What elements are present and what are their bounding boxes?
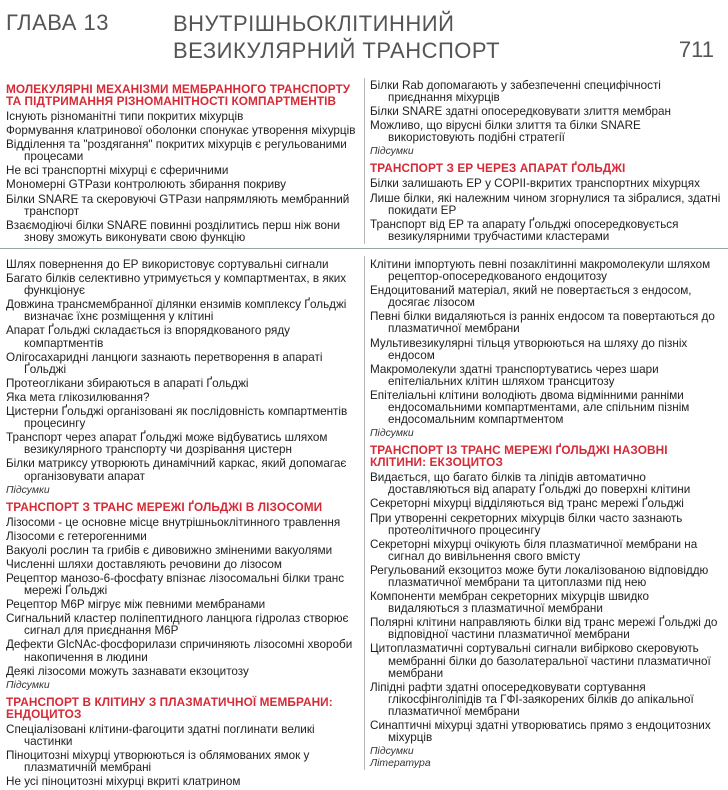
toc-entry[interactable]: Відділення та "роздягання" покритих міхурців є регульованими процесами: [6, 138, 347, 164]
toc-bottom-right: [370, 259, 722, 774]
toc-top-left: [6, 80, 358, 246]
toc-bottom-left: [6, 259, 358, 790]
toc-entry[interactable]: Мультивезикулярні тільця утворюються на шляху до пізніх ендосом: [370, 336, 688, 362]
chapter-title-line-2: ВЕЗИКУЛЯРНИЙ ТРАНСПОРТ: [173, 38, 501, 63]
top-column-divider: [364, 78, 365, 244]
toc-entry[interactable]: Лише білки, які належним чином згорнулися та зібралися, здатні покидати ЕР: [370, 191, 721, 217]
toc-entry[interactable]: Білки залишають ЕР у COPII-вкритих транспортних міхурцях: [370, 177, 700, 191]
toc-entry[interactable]: Дефекти GlcNAc-фосфорилази спричиняють лізосомні хвороби накопичення в людини: [6, 638, 353, 664]
toc-entry[interactable]: Лізосоми є гетерогенними: [6, 529, 147, 543]
toc-entry[interactable]: Спеціалізовані клітини-фагоцити здатні поглинати великі частинки: [6, 722, 315, 748]
toc-entry[interactable]: Протеоглікани збираються в апараті Ґольджі: [6, 376, 249, 390]
toc-entry[interactable]: Формування клатринової оболонки спонукає утворення міхурців: [6, 124, 356, 138]
toc-entry[interactable]: Транспорт через апарат Ґольджі може відбуватись шляхом везикулярного транспорту чи дозрівання цистерн: [6, 431, 328, 457]
toc-entry[interactable]: Існують різноманітні типи покритих міхурців: [6, 110, 244, 123]
summary-entry[interactable]: Підсумки: [6, 484, 50, 496]
toc-entry[interactable]: Шлях повернення до ЕР використовує сортувальні сигнали: [6, 258, 329, 271]
chapter-title-line-1: ВНУТРІШНЬОКЛІТИННИЙ: [173, 11, 455, 36]
toc-entry[interactable]: Компоненти мембран секреторних міхурців швидко видаляються з плазматичної мембрани: [370, 590, 650, 616]
toc-entry[interactable]: Можливо, що вірусні білки злиття та білки SNARE використовують подібні стратегії: [370, 119, 641, 145]
section-heading[interactable]: ТРАНСПОРТ В КЛІТИНУ З ПЛАЗМАТИЧНОЇ МЕМБРАНИ: ЕНДОЦИТОЗ: [6, 694, 333, 721]
summary-entry[interactable]: Підсумки: [6, 679, 50, 691]
summary-entry[interactable]: Підсумки: [370, 428, 414, 440]
toc-entry[interactable]: Багато білків селективно утримується у компартментах, в яких функціонує: [6, 272, 347, 298]
section-heading[interactable]: МОЛЕКУЛЯРНІ МЕХАНІЗМИ МЕМБРАННОГО ТРАНСПОРТУ ТА ПІДТРИМАННЯ РІЗНОМАНІТНОСТІ КОМПАРТМЕНТІВ: [6, 82, 351, 108]
summary-entry[interactable]: Підсумки: [370, 746, 414, 758]
chapter-label: ГЛАВА 13: [6, 10, 109, 35]
toc-entry[interactable]: Рецептор M6P мігрує між певними мембранами: [6, 598, 266, 612]
toc-entry[interactable]: Не усі піноцитозні міхурці вкриті клатрином: [6, 775, 241, 789]
toc-top-right: [370, 80, 722, 245]
toc-entry[interactable]: Цистерни Ґольджі організовані як послідовність компартментів процесингу: [6, 405, 348, 431]
toc-entry[interactable]: Ендоцитований матеріал, який не повертається з ендосом, досягає лізосом: [370, 284, 692, 310]
toc-entry[interactable]: Численні шляхи доставляють речовини до лізосом: [6, 557, 282, 571]
toc-entry[interactable]: Синаптичні міхурці здатні утворюватись прямо з ендоцитозних міхурців: [370, 719, 711, 745]
toc-entry[interactable]: Транспорт від ЕР та апарату Ґольджі опосередковується везикулярними трубчастими кластерами: [370, 217, 679, 243]
toc-entry[interactable]: Цитоплазматичні сортувальні сигнали вибірково скеровують мембранні білки до базолатеральної частини плазматичної мембрани: [370, 642, 711, 680]
toc-entry[interactable]: Рецептор манозо-6-фосфату впізнає лізосомальні білки транс мережі Ґольджі: [6, 571, 345, 598]
toc-entry[interactable]: Клітини імпортують певні позаклітинні макромолекули шляхом рецептор-опосередкованого ендоцитозу: [370, 258, 711, 284]
toc-entry[interactable]: Білки SNARE та скеровуючі GTPази напрямляють мембранний транспорт: [6, 192, 350, 218]
toc-entry[interactable]: Видається, що багато білків та ліпідів автоматично доставляються від апарату Ґольджі до поверхні клітини: [370, 471, 691, 497]
page-number: 711: [678, 37, 714, 62]
summary-entry[interactable]: Підсумки: [370, 146, 414, 158]
section-divider: [0, 248, 728, 249]
bottom-column-divider: [364, 256, 365, 770]
section-heading[interactable]: ТРАНСПОРТ З ТРАНС МЕРЕЖІ ҐОЛЬДЖІ В ЛІЗОСОМИ: [6, 499, 323, 514]
toc-entry[interactable]: Ліпідні рафти здатні опосередковувати сортування глікосфінголіпідів та ГФІ-заякорених білків до апікальної плазматичної мембрани: [370, 680, 694, 718]
toc-entry[interactable]: Взаємодіючі білки SNARE повинні розділитись перш ніж вони знову зможуть виконувати свою функцію: [6, 218, 341, 244]
toc-entry[interactable]: Піноцитозні міхурці утворюються із облямованих ямок у плазматичній мембрані: [6, 748, 310, 774]
toc-entry[interactable]: Апарат Ґольджі складається із впорядкованого ряду компартментів: [6, 324, 291, 350]
toc-entry[interactable]: Білки Rab допомагають у забезпеченні специфічності приєднання міхурців: [370, 79, 661, 105]
toc-entry[interactable]: Епітеліальні клітини володіють двома відмінними ранніми ендосомальними компартментами, але спільним пізнім ендосомальним компартментом: [370, 388, 690, 427]
toc-entry[interactable]: Секреторні міхурці відділяються від транс мережі Ґольджі: [370, 497, 684, 511]
toc-entry[interactable]: При утворенні секреторних міхурців білки часто зазнають протеолітичного процесингу: [370, 511, 683, 537]
toc-entry[interactable]: Сигнальний кластер поліпептидного ланцюга гідролаз створює сигнал для приєднання M6P: [6, 612, 349, 638]
toc-entry[interactable]: Полярні клітини направляють білки від транс мережі Ґольджі до відповідної частини плазматичної мембрани: [370, 616, 718, 642]
toc-entry[interactable]: Олігосахаридні ланцюги зазнають перетворення в апараті Ґольджі: [6, 350, 323, 376]
toc-entry[interactable]: Мономерні GTPази контролюють збирання покриву: [6, 178, 286, 192]
toc-entry[interactable]: Секреторні міхурці очікують біля плазматичної мембрани на сигнал до вивільнення свого вмісту: [370, 537, 698, 563]
toc-entry[interactable]: Деякі лізосоми можуть зазнавати екзоцитозу: [6, 664, 249, 678]
toc-entry[interactable]: Регульований екзоцитоз може бути локалізованою відповіддю плазматичної мембрани та цитоплазми під нею: [370, 563, 709, 589]
toc-entry[interactable]: Яка мета глікозилювання?: [6, 390, 150, 404]
toc-entry[interactable]: Білки матриксу утворюють динамічний каркас, який допомагає організовувати апарат: [6, 457, 347, 483]
page-header: [0, 0, 728, 76]
section-heading[interactable]: ТРАНСПОРТ ІЗ ТРАНС МЕРЕЖІ ҐОЛЬДЖІ НАЗОВНІ КЛІТИНИ: ЕКЗОЦИТОЗ: [370, 443, 668, 470]
chapter-title: [173, 10, 500, 64]
toc-entry[interactable]: Певні білки видаляються із ранніх ендосом та повертаються до плазматичної мембрани: [370, 310, 715, 336]
toc-entry[interactable]: Вакуолі рослин та грибів є дивовижно зміненими вакуолями: [6, 543, 333, 557]
literature-entry[interactable]: Література: [370, 758, 431, 770]
toc-entry[interactable]: Білки SNARE здатні опосередковувати злиття мембран: [370, 105, 671, 119]
toc-entry[interactable]: Довжина трансмембранної ділянки ензимів комплексу Ґольджі визначає їхнє розміщення у клітині: [6, 298, 347, 324]
section-heading[interactable]: ТРАНСПОРТ З ЕР ЧЕРЕЗ АПАРАТ ҐОЛЬДЖІ: [370, 161, 626, 176]
toc-entry[interactable]: Не всі транспортні міхурці є сферичними: [6, 164, 229, 178]
toc-entry[interactable]: Макромолекули здатні транспортуватись через шари епітеліальних клітин шляхом трансцитозу: [370, 362, 659, 388]
toc-entry[interactable]: Лізосоми - це основне місце внутрішньоклітинного травлення: [6, 515, 341, 529]
